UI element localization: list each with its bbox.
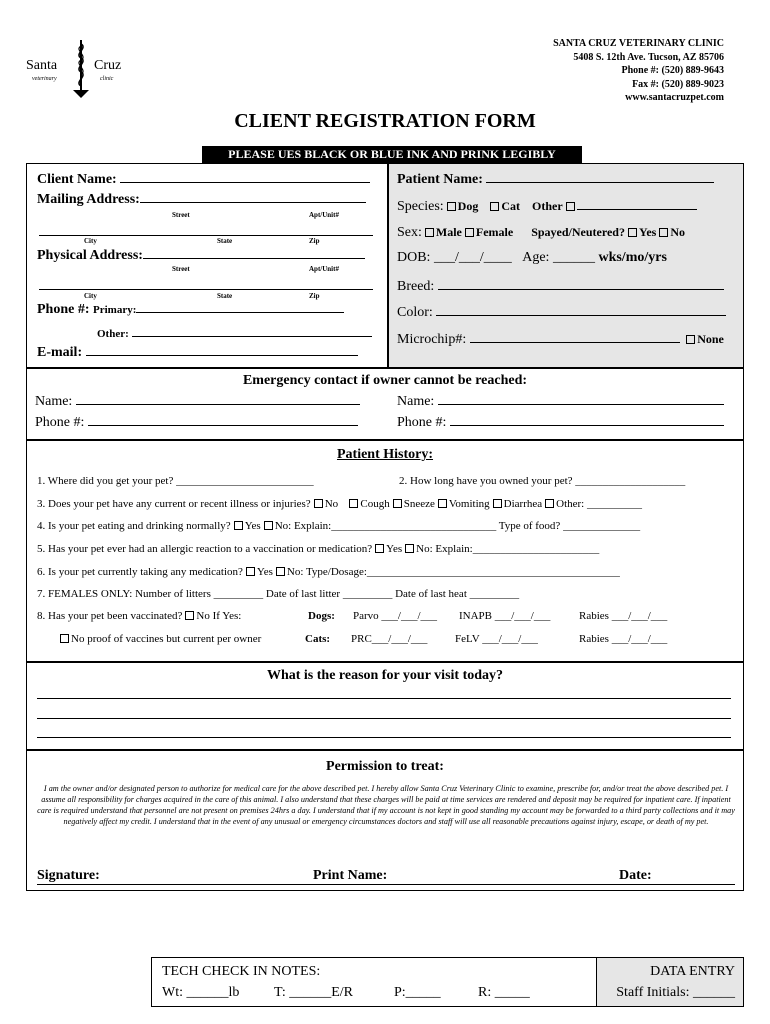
female-label: Female [475, 225, 514, 239]
apt-caption: Apt/Unit# [309, 211, 339, 219]
logo-sub-right: clinic [100, 76, 114, 82]
female-checkbox[interactable] [465, 228, 474, 237]
q5-yes-label: Yes [386, 543, 403, 555]
spayed-yes-label: Yes [638, 225, 657, 239]
logo-text-right: Cruz [94, 58, 122, 73]
q3-diarrhea-checkbox[interactable] [493, 499, 502, 508]
clinic-fax: Fax #: (520) 889-9023 [632, 78, 724, 90]
tech-title: TECH CHECK IN NOTES: [162, 964, 321, 979]
visit-reason-title: What is the reason for your visit today? [266, 668, 504, 683]
other-phone-field[interactable] [132, 325, 372, 337]
street-caption-2: Street [172, 265, 190, 273]
q5-yes-checkbox[interactable] [375, 544, 384, 553]
physical-address-label: Physical Address: [37, 248, 143, 263]
emergency-phone-label: Phone #: [35, 415, 85, 430]
sex-label: Sex: [397, 225, 422, 240]
signature-field[interactable] [117, 868, 307, 885]
q8-noproof-checkbox[interactable] [60, 634, 69, 643]
clinic-address: 5408 S. 12th Ave. Tucson, AZ 85706 [573, 51, 724, 63]
other-species-checkbox[interactable] [566, 202, 575, 211]
dog-label: Dog [457, 199, 479, 213]
emergency-phone-field-1[interactable] [88, 414, 358, 426]
client-name-label: Client Name: [37, 172, 117, 187]
color-label: Color: [397, 305, 433, 320]
patient-info-box [388, 163, 744, 368]
zip-caption: Zip [309, 237, 320, 245]
q8-prc: PRC___/___/___ [351, 633, 428, 645]
client-name-field[interactable] [120, 171, 370, 183]
patient-history-title: Patient History: [336, 447, 434, 462]
microchip-none-checkbox[interactable] [686, 335, 695, 344]
signature-label: Signature: [37, 868, 100, 883]
email-field[interactable] [86, 344, 358, 356]
emergency-phone-label-2: Phone #: [397, 415, 447, 430]
spayed-no-checkbox[interactable] [659, 228, 668, 237]
city-caption-2: City [84, 292, 97, 300]
q8-felv: FeLV ___/___/___ [455, 633, 538, 645]
color-field[interactable] [436, 304, 726, 316]
other-phone-label: Other: [97, 328, 129, 340]
history-q7: 7. FEMALES ONLY: Number of litters _________ Date of last litter _________ Date of last heat _________ [37, 588, 520, 600]
emergency-contact-box [26, 368, 744, 440]
print-name-field[interactable] [399, 868, 609, 885]
date-label: Date: [619, 868, 652, 883]
q3-no-checkbox[interactable] [314, 499, 323, 508]
clinic-logo [26, 38, 136, 100]
species-label: Species: [397, 199, 444, 214]
history-q1: 1. Where did you get your pet? _________________________ [37, 475, 314, 487]
mailing-city-field[interactable] [39, 224, 373, 236]
q8-cats-label: Cats: [305, 633, 331, 645]
male-checkbox[interactable] [425, 228, 434, 237]
emergency-name-field-1[interactable] [76, 393, 360, 405]
tech-check-box [151, 957, 744, 1007]
q3-cough-checkbox[interactable] [349, 499, 358, 508]
visit-reason-box [26, 662, 744, 750]
q4-no-checkbox[interactable] [264, 521, 273, 530]
microchip-field[interactable] [470, 331, 680, 343]
q3-other-label: Other: __________ [556, 498, 642, 510]
q4-yes-checkbox[interactable] [234, 521, 243, 530]
tech-weight-field[interactable]: Wt: ______lb [162, 985, 240, 1000]
q3-diarrhea-label: Diarrhea [503, 498, 543, 510]
patient-history-box [26, 440, 744, 662]
caduceus-logo-icon [26, 38, 136, 100]
q3-other-checkbox[interactable] [545, 499, 554, 508]
history-q2: 2. How long have you owned your pet? ____________________ [399, 475, 686, 487]
q6-yes-label: Yes [256, 566, 273, 578]
email-label: E-mail: [37, 345, 83, 360]
microchip-none-label: None [697, 332, 724, 346]
mailing-address-field[interactable] [140, 191, 366, 203]
physical-city-field[interactable] [39, 278, 373, 290]
breed-label: Breed: [397, 279, 435, 294]
age-field[interactable]: Age: ______ [522, 250, 595, 265]
history-q5: 5. Has your pet ever had an allergic reaction to a vaccination or medication? [37, 543, 373, 555]
history-q6: 6. Is your pet currently taking any medication? [37, 566, 243, 578]
physical-address-field[interactable] [143, 247, 365, 259]
primary-label: Primary: [93, 304, 137, 316]
q8-rabies-cat: Rabies ___/___/___ [579, 633, 668, 645]
print-name-label: Print Name: [313, 868, 388, 883]
q4-no-label: No: Explain:______________________________ Type of food? ______________ [274, 520, 641, 532]
clinic-name: SANTA CRUZ VETERINARY CLINIC [553, 38, 724, 49]
permission-box [26, 750, 744, 891]
q8-no-checkbox[interactable] [185, 611, 194, 620]
history-q4: 4. Is your pet eating and drinking normally? [37, 520, 231, 532]
q6-yes-checkbox[interactable] [246, 567, 255, 576]
logo-text-left: Santa [26, 58, 58, 73]
q3-vomiting-label: Vomiting [448, 498, 490, 510]
dog-checkbox[interactable] [447, 202, 456, 211]
mailing-address-label: Mailing Address: [37, 192, 140, 207]
form-title: CLIENT REGISTRATION FORM [234, 110, 536, 132]
emergency-title: Emergency contact if owner cannot be reached: [242, 373, 528, 388]
cat-label: Cat [501, 199, 520, 213]
q8-dogs-label: Dogs: [308, 610, 335, 622]
q4-yes-label: Yes [244, 520, 261, 532]
date-field[interactable] [663, 868, 733, 885]
tech-pulse-field[interactable]: P:_____ [394, 985, 441, 1000]
age-units-label: wks/mo/yrs [598, 250, 667, 265]
other-species-field[interactable] [577, 198, 697, 210]
cat-checkbox[interactable] [490, 202, 499, 211]
history-q3: 3. Does your pet have any current or recent illness or injuries? [37, 498, 311, 510]
dob-field[interactable]: DOB: ___/___/____ [397, 250, 512, 265]
q3-sneeze-checkbox[interactable] [393, 499, 402, 508]
spayed-yes-checkbox[interactable] [628, 228, 637, 237]
patient-name-label: Patient Name: [397, 172, 483, 187]
q5-no-label: No: Explain:_______________________ [416, 543, 600, 555]
other-species-label: Other [532, 199, 563, 213]
q6-no-checkbox[interactable] [276, 567, 285, 576]
history-q8: 8. Has your pet been vaccinated? [37, 610, 183, 622]
clinic-phone: Phone #: (520) 889-9643 [621, 65, 724, 76]
visit-reason-line-2[interactable] [37, 707, 731, 719]
data-entry-label: DATA ENTRY [650, 964, 735, 979]
visit-reason-line-3[interactable] [37, 726, 731, 738]
emergency-name-field-2[interactable] [438, 393, 724, 405]
q5-no-checkbox[interactable] [405, 544, 414, 553]
state-caption-2: State [217, 292, 233, 300]
emergency-name-label: Name: [35, 394, 73, 409]
tech-resp-field[interactable]: R: _____ [478, 985, 530, 1000]
zip-caption-2: Zip [309, 292, 320, 300]
primary-phone-field[interactable] [136, 301, 344, 313]
q8-parvo: Parvo ___/___/___ [353, 610, 438, 622]
q3-cough-label: Cough [360, 498, 390, 510]
q8-rabies-dog: Rabies ___/___/___ [579, 610, 668, 622]
phone-label: Phone #: [37, 302, 90, 317]
spayed-no-label: No [670, 225, 685, 239]
q3-sneeze-label: Sneeze [403, 498, 435, 510]
q3-vomiting-checkbox[interactable] [438, 499, 447, 508]
permission-title: Permission to treat: [326, 759, 444, 774]
tech-temp-field[interactable]: T: ______E/R [274, 985, 354, 1000]
spayed-label: Spayed/Neutered? [531, 225, 625, 239]
q6-no-label: No: Type/Dosage:______________________________________________ [286, 566, 620, 578]
clinic-website: www.santacruzpet.com [625, 92, 724, 103]
q8-noproof-label: No proof of vaccines but current per owner [71, 633, 262, 645]
apt-caption-2: Apt/Unit# [309, 265, 339, 273]
male-label: Male [435, 225, 462, 239]
permission-text: I am the owner and/or designated person to authorize for medical care for the above described pet. I hereby allow Santa Cruz Veterinary Clinic to examine, prescribe for, and/or treat the above described pet. I assume all responsibility for charges acquired in the care of this animal. I also understand that these charges will be paid at time services are rendered and deposit may be required for inpatient care. If inpatient care is required understand that personnel are not present on premises 24hrs a day. I understand that if my account is not kept in good standing my account may be forwarded to a third party collections and it may negatively affect my credit. I understand that in the event of any unusual or emergency circumstances doctors and staff will use all reasonable precautions against injury, escape, or death of my pet. [37, 784, 735, 826]
logo-sub-left: veterinary [32, 76, 57, 82]
state-caption: State [217, 237, 233, 245]
microchip-label: Microchip#: [397, 332, 467, 347]
q3-no-label: No [324, 498, 339, 510]
visit-reason-line-1[interactable] [37, 687, 731, 699]
emergency-name-label-2: Name: [397, 394, 435, 409]
emergency-phone-field-2[interactable] [450, 414, 724, 426]
patient-name-field[interactable] [486, 171, 714, 183]
breed-field[interactable] [438, 278, 724, 290]
client-info-box [26, 163, 388, 368]
street-caption: Street [172, 211, 190, 219]
q8-no-label: No If Yes: [196, 610, 242, 622]
q8-inapb: INAPB ___/___/___ [459, 610, 551, 622]
clinic-header [553, 37, 724, 105]
staff-initials-field[interactable]: Staff Initials: ______ [616, 985, 735, 1000]
ink-instruction-banner: PLEASE UES BLACK OR BLUE INK AND PRINK LEGIBLY [202, 146, 582, 163]
data-entry-panel [596, 958, 743, 1006]
city-caption: City [84, 237, 97, 245]
